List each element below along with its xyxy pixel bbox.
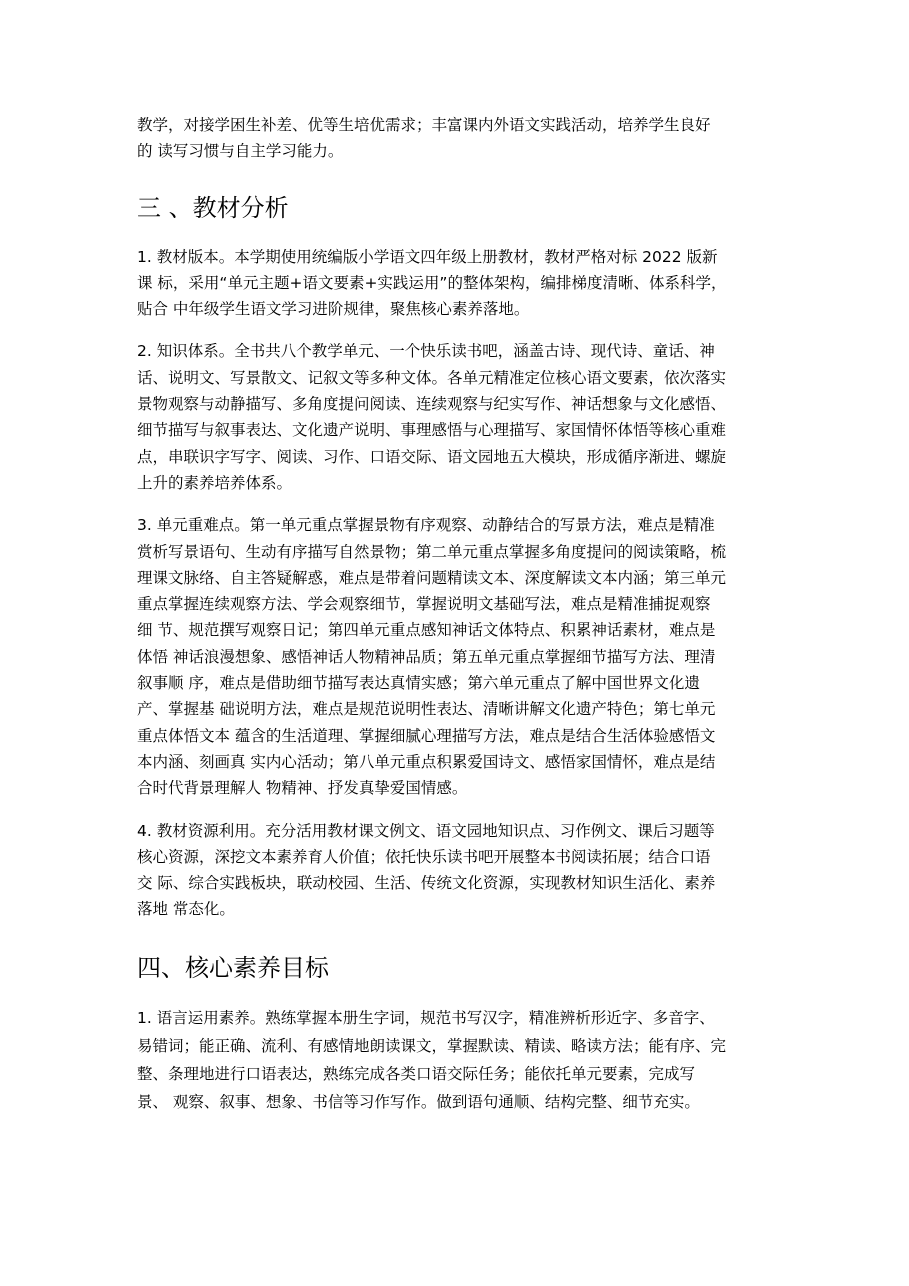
text-line: 景物观察与动静描写、多角度提问阅读、连续观察与纪实写作、神话想象与文化感悟、 [137, 395, 727, 414]
text-line: 景、 观察、叙事、想象、书信等习作写作。做到语句通顺、结构完整、细节充实。 [137, 1092, 700, 1111]
text-line: 叙事顺 序，难点是借助细节描写表达真情实感；第六单元重点了解中国世界文化遗 [137, 674, 700, 693]
text-line: 教学，对接学困生补差、优等生培优需求；丰富课内外语文实践活动，培养学生良好 [137, 116, 711, 134]
text-line: 整、条理地进行口语表达，熟练完成各类口语交际任务；能依托单元要素，完成写 [137, 1064, 696, 1083]
paragraph-textbook-version [137, 244, 777, 323]
text-line: 贴合 中年级学生语文学习进阶规律，聚焦核心素养落地。 [137, 300, 530, 319]
paragraph-unit-key-points [137, 512, 777, 801]
text-line: 细节描写与叙事表达、文化遗产说明、事理感悟与心理描写、家国情怀体悟等核心重难 [137, 421, 727, 440]
document-body [137, 112, 777, 1116]
text-line: 赏析写景语句、生动有序描写自然景物；第二单元重点掌握多角度提问的阅读策略，梳 [137, 542, 727, 561]
text-line: 重点体悟文本 蕴含的生活道理、掌握细腻心理描写方法，难点是结合生活体验感悟文 [137, 726, 716, 745]
section-heading-core-literacy-goals: 四、核心素养目标 [137, 953, 329, 982]
text-line: 3. 单元重难点。第一单元重点掌握景物有序观察、动静结合的写景方法，难点是精准 [137, 516, 715, 535]
text-line: 1. 教材版本。本学期使用统编版小学语文四年级上册教材，教材严格对标 2022 版新 [137, 247, 718, 266]
text-line: 4. 教材资源利用。充分活用教材课文例文、语文园地知识点、习作例文、课后习题等 [137, 821, 715, 840]
text-line: 产、掌握基 础说明方法，难点是规范说明性表达、清晰讲解文化遗产特色；第七单元 [137, 700, 716, 719]
paragraph-resource-use [137, 818, 777, 923]
text-line: 落地 常态化。 [137, 900, 235, 919]
text-line: 的 读写习惯与自主学习能力。 [137, 142, 344, 161]
text-line: 体悟 神话浪漫想象、感悟神话人物精神品质；第五单元重点掌握细节描写方法、理清 [137, 647, 716, 666]
paragraph-language-literacy [137, 1004, 777, 1116]
paragraph-knowledge-system [137, 338, 777, 496]
text-line: 合时代背景理解人 物精神、抒发真挚爱国情感。 [137, 779, 468, 798]
section-heading-textbook-analysis: 三 、教材分析 [137, 193, 289, 222]
text-line: 上升的素养培养体系。 [137, 473, 293, 492]
text-line: 本内涵、刻画真 实内心活动；第八单元重点积累爱国诗文、感悟家国情怀，难点是结 [137, 752, 716, 771]
text-line: 交 际、综合实践板块，联动校园、生活、传统文化资源，实现教材知识生活化、素养 [137, 874, 716, 893]
text-line: 易错词；能正确、流利、有感情地朗读课文，掌握默读、精读、略读方法；能有序、完 [137, 1036, 727, 1055]
text-line: 细 节、规范撰写观察日记；第四单元重点感知神话文体特点、积累神话素材，难点是 [137, 621, 716, 640]
text-line: 话、说明文、写景散文、记叙文等多种文体。各单元精准定位核心语文要素，依次落实 [137, 368, 727, 387]
text-line: 点，串联识字写字、阅读、习作、口语交际、语文园地五大模块，形成循序渐进、螺旋 [137, 447, 727, 466]
text-line: 核心资源，深挖文本素养育人价值；依托快乐读书吧开展整本书阅读拓展；结合口语 [137, 847, 711, 866]
text-line: 理课文脉络、自主答疑解惑，难点是带着问题精读文本、深度解读文本内涵；第三单元 [137, 568, 727, 587]
text-line: 课 标，采用“单元主题+语文要素+实践运用”的整体架构，编排梯度清晰、体系科学， [137, 273, 727, 292]
text-line: 1. 语言运用素养。熟练掌握本册生字词，规范书写汉字，精准辨析形近字、多音字、 [137, 1008, 715, 1027]
intro-paragraph [137, 112, 777, 165]
text-line: 重点掌握连续观察方法、学会观察细节，掌握说明文基础写法，难点是精准捕捉观察 [137, 595, 711, 614]
text-line: 2. 知识体系。全书共八个教学单元、一个快乐读书吧，涵盖古诗、现代诗、童话、神 [137, 342, 715, 361]
